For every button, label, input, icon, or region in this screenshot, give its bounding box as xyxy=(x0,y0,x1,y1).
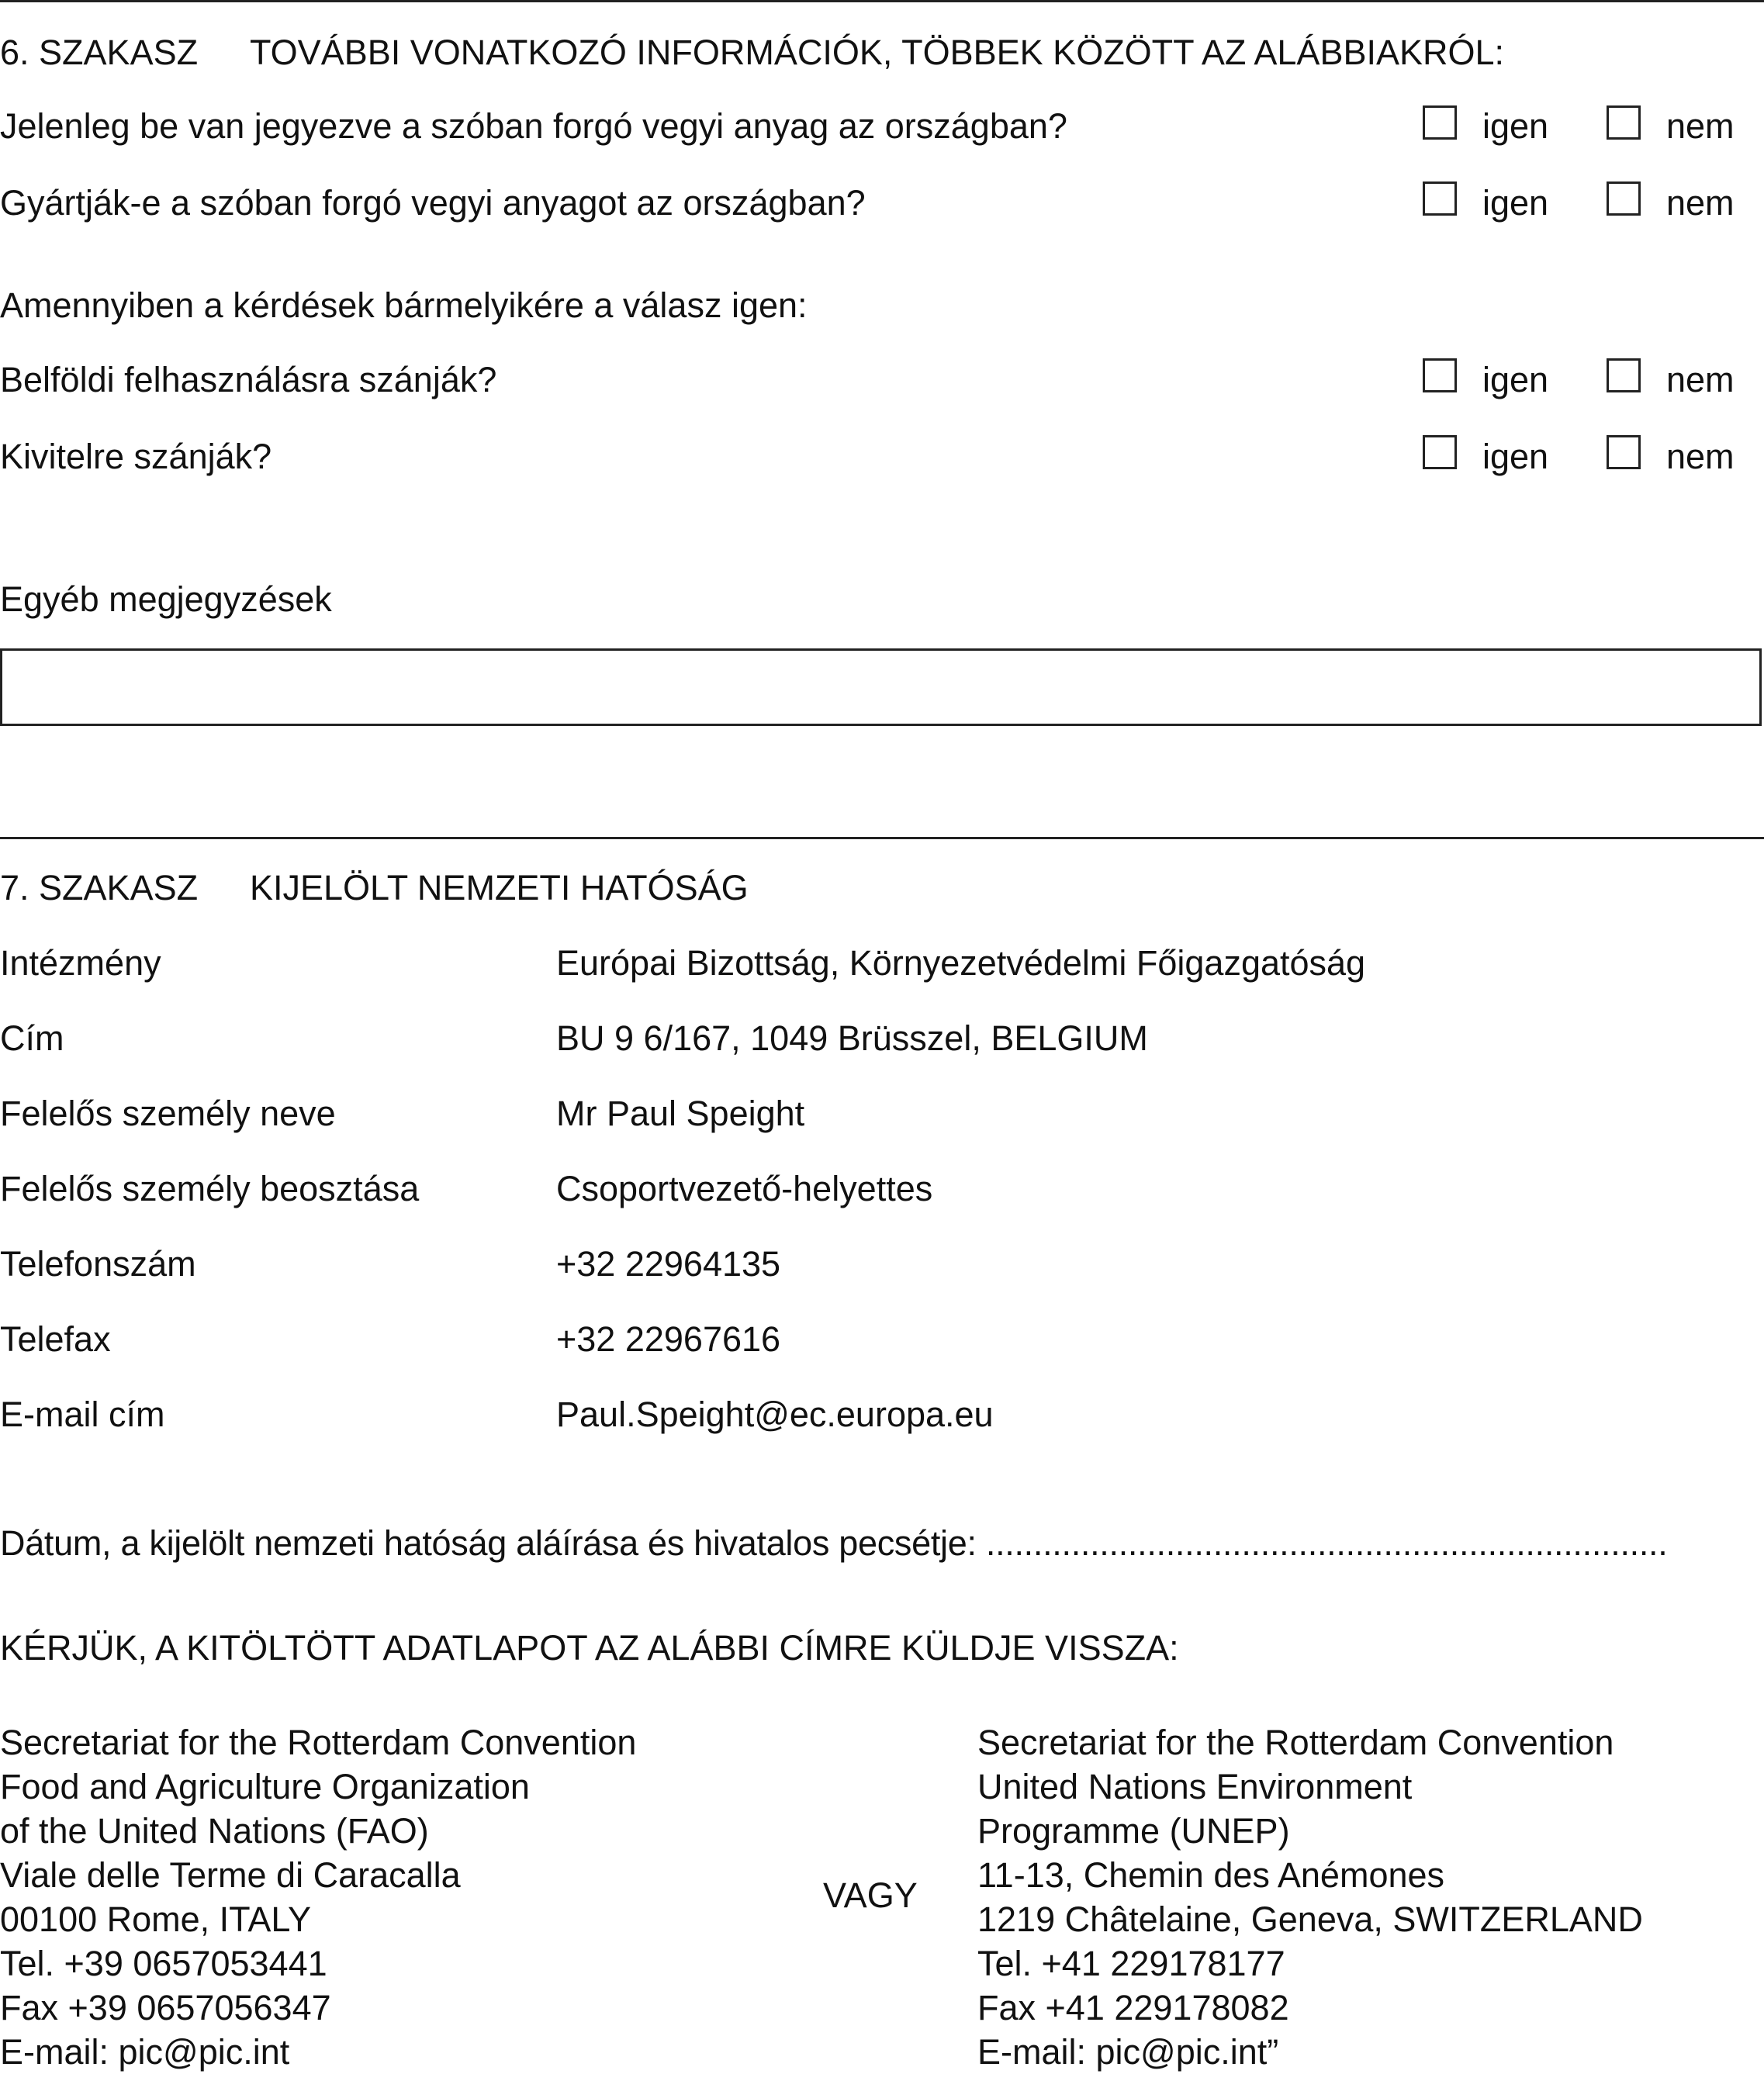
manufactured-yes-label: igen xyxy=(1482,183,1549,223)
top-rule xyxy=(0,0,1764,2)
field-value-phone: +32 22964135 xyxy=(556,1244,781,1284)
return-instruction: KÉRJÜK, A KITÖLTÖTT ADATLAPOT AZ ALÁBBI CÍMRE KÜLDJE VISSZA: xyxy=(0,1628,1179,1668)
field-value-fax: +32 22967616 xyxy=(556,1319,781,1359)
field-label-contact-name: Felelős személy neve xyxy=(0,1094,336,1133)
export-no-label: nem xyxy=(1666,437,1735,476)
address-unep-line: 11-13, Chemin des Anémones xyxy=(977,1855,1445,1895)
or-label: VAGY xyxy=(823,1875,918,1915)
export-yes-checkbox[interactable] xyxy=(1423,435,1457,469)
signature-line: Dátum, a kijelölt nemzeti hatóság aláírása és hivatalos pecsétje: ........................................................................ xyxy=(0,1523,1668,1563)
field-value-contact-name: Mr Paul Speight xyxy=(556,1094,805,1133)
address-fao-email: E-mail: pic@pic.int xyxy=(0,2032,290,2072)
section6-number: 6. SZAKASZ xyxy=(0,33,199,72)
address-unep-line: Secretariat for the Rotterdam Convention xyxy=(977,1723,1614,1762)
address-fao-line: Tel. +39 0657053441 xyxy=(0,1944,327,1983)
field-label-position: Felelős személy beosztása xyxy=(0,1169,420,1208)
address-fao-line: Viale delle Terme di Caracalla xyxy=(0,1855,461,1895)
field-label-phone: Telefonszám xyxy=(0,1244,196,1284)
address-fao-line: Food and Agriculture Organization xyxy=(0,1767,530,1806)
question-manufactured: Gyártják-e a szóban forgó vegyi anyagot az országban? xyxy=(0,183,866,223)
manufactured-no-label: nem xyxy=(1666,183,1735,223)
conditional-intro: Amennyiben a kérdések bármelyikére a válasz igen: xyxy=(0,285,808,325)
domestic-use-no-checkbox[interactable] xyxy=(1607,358,1641,392)
address-fao-line: 00100 Rome, ITALY xyxy=(0,1899,312,1939)
field-label-institution: Intézmény xyxy=(0,943,161,983)
section6-title: TOVÁBBI VONATKOZÓ INFORMÁCIÓK, TÖBBEK KÖZÖTT AZ ALÁBBIAKRÓL: xyxy=(250,33,1505,72)
section-divider xyxy=(0,837,1764,839)
manufactured-no-checkbox[interactable] xyxy=(1607,181,1641,216)
address-fao xyxy=(0,1720,636,2074)
address-unep-line: 1219 Châtelaine, Geneva, SWITZERLAND xyxy=(977,1899,1643,1939)
export-yes-label: igen xyxy=(1482,437,1549,476)
field-value-position: Csoportvezető-helyettes xyxy=(556,1169,933,1208)
address-unep-line: Programme (UNEP) xyxy=(977,1811,1290,1851)
remarks-label: Egyéb megjegyzések xyxy=(0,579,332,619)
field-label-fax: Telefax xyxy=(0,1319,111,1359)
address-fao-line: Secretariat for the Rotterdam Convention xyxy=(0,1723,637,1762)
question-domestic-use: Belföldi felhasználásra szánják? xyxy=(0,360,497,399)
address-fao-line: of the United Nations (FAO) xyxy=(0,1811,429,1851)
field-value-institution: Európai Bizottság, Környezetvédelmi Főigazgatóság xyxy=(556,943,1366,983)
export-no-checkbox[interactable] xyxy=(1607,435,1641,469)
remarks-field[interactable] xyxy=(0,648,1762,726)
field-value-address: BU 9 6/167, 1049 Brüsszel, BELGIUM xyxy=(556,1018,1148,1058)
field-value-email: Paul.Speight@ec.europa.eu xyxy=(556,1395,994,1434)
domestic-use-no-label: nem xyxy=(1666,360,1735,399)
question-registered: Jelenleg be van jegyezve a szóban forgó vegyi anyag az országban? xyxy=(0,106,1067,146)
address-fao-line: Fax +39 0657056347 xyxy=(0,1988,331,2027)
domestic-use-yes-label: igen xyxy=(1482,360,1549,399)
domestic-use-yes-checkbox[interactable] xyxy=(1423,358,1457,392)
address-unep-line: Tel. +41 229178177 xyxy=(977,1944,1285,1983)
section7-title: KIJELÖLT NEMZETI HATÓSÁG xyxy=(250,868,749,907)
registered-yes-label: igen xyxy=(1482,106,1549,146)
field-label-address: Cím xyxy=(0,1018,64,1058)
section7-number: 7. SZAKASZ xyxy=(0,868,199,907)
registered-yes-checkbox[interactable] xyxy=(1423,105,1457,140)
registered-no-checkbox[interactable] xyxy=(1607,105,1641,140)
address-unep xyxy=(977,1720,1643,2074)
question-export: Kivitelre szánják? xyxy=(0,437,272,476)
field-label-email: E-mail cím xyxy=(0,1395,165,1434)
manufactured-yes-checkbox[interactable] xyxy=(1423,181,1457,216)
registered-no-label: nem xyxy=(1666,106,1735,146)
address-unep-line: Fax +41 229178082 xyxy=(977,1988,1289,2027)
address-unep-line: United Nations Environment xyxy=(977,1767,1413,1806)
address-unep-email: E-mail: pic@pic.int” xyxy=(977,2032,1279,2072)
